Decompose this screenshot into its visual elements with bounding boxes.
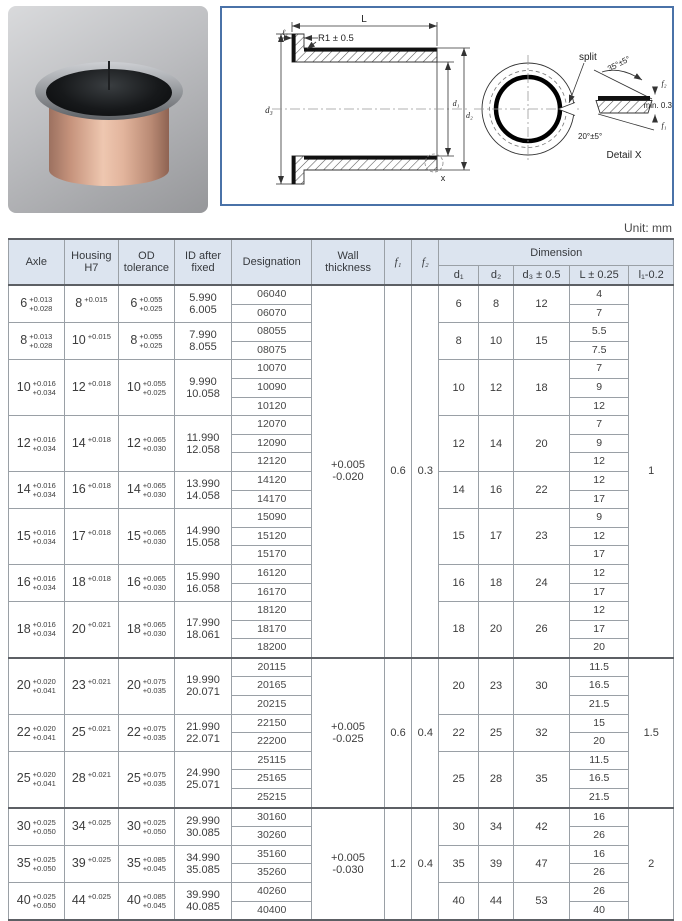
cell-d3: 23 bbox=[514, 509, 570, 565]
angle-bottom-label: 20°±5° bbox=[578, 132, 603, 141]
cell-axle: 20 +0.020 +0.041 bbox=[9, 658, 65, 714]
cell-od-tolerance: 20 +0.075 +0.035 bbox=[119, 658, 175, 714]
cell-designation: 12070 bbox=[232, 416, 312, 435]
cell-od-tolerance: 8 +0.055 +0.025 bbox=[119, 323, 175, 360]
cell-housing: 23 +0.021 bbox=[64, 658, 119, 714]
detail-x-view bbox=[578, 54, 672, 161]
cell-designation: 15090 bbox=[232, 509, 312, 528]
cell-housing: 14 +0.018 bbox=[64, 416, 119, 472]
cell-d2: 34 bbox=[478, 808, 513, 846]
cell-housing: 39 +0.025 bbox=[64, 845, 119, 882]
cell-L: 21.5 bbox=[569, 696, 629, 715]
cell-designation: 25115 bbox=[232, 751, 312, 770]
cell-L: 12 bbox=[569, 527, 629, 546]
cell-d3: 24 bbox=[514, 564, 570, 601]
product-photo bbox=[8, 6, 208, 213]
cell-L: 12 bbox=[569, 453, 629, 472]
dim-label-d3: d₃ bbox=[265, 105, 273, 115]
cell-id-after-fixed: 11.990 12.058 bbox=[174, 416, 232, 472]
cell-designation: 30260 bbox=[232, 827, 312, 846]
dim-label-L: L bbox=[361, 14, 367, 25]
cell-L: 7 bbox=[569, 304, 629, 323]
cell-L: 26 bbox=[569, 827, 629, 846]
dim-label-r1: R1 ± 0.5 bbox=[318, 33, 354, 44]
cell-id-after-fixed: 24.990 25.071 bbox=[174, 751, 232, 807]
cell-d1: 25 bbox=[439, 751, 478, 807]
cell-designation: 40400 bbox=[232, 901, 312, 920]
spec-table-body bbox=[9, 285, 674, 920]
table-row bbox=[9, 658, 674, 677]
cell-housing: 16 +0.018 bbox=[64, 471, 119, 508]
cell-L: 17 bbox=[569, 583, 629, 602]
cell-housing: 20 +0.021 bbox=[64, 602, 119, 658]
cell-od-tolerance: 12 +0.065 +0.030 bbox=[119, 416, 175, 472]
cell-L: 9 bbox=[569, 434, 629, 453]
cell-designation: 18200 bbox=[232, 639, 312, 658]
cell-L: 7.5 bbox=[569, 341, 629, 360]
cell-wall-thickness: +0.005 -0.030 bbox=[312, 808, 385, 921]
cell-axle: 25 +0.020 +0.041 bbox=[9, 751, 65, 807]
cell-d2: 17 bbox=[478, 509, 513, 565]
cell-f2: 0.4 bbox=[412, 808, 439, 921]
cell-id-after-fixed: 21.990 22.071 bbox=[174, 714, 232, 751]
cell-id-after-fixed: 15.990 16.058 bbox=[174, 564, 232, 601]
cell-axle: 35 +0.025 +0.050 bbox=[9, 845, 65, 882]
cell-id-after-fixed: 19.990 20.071 bbox=[174, 658, 232, 714]
dim-label-d2: d₂ bbox=[466, 111, 473, 120]
cell-L: 9 bbox=[569, 378, 629, 397]
cell-d2: 28 bbox=[478, 751, 513, 807]
cell-L: 16 bbox=[569, 808, 629, 827]
cell-housing: 18 +0.018 bbox=[64, 564, 119, 601]
cell-designation: 25215 bbox=[232, 789, 312, 808]
header-axle: Axle bbox=[9, 239, 65, 285]
cell-axle: 16 +0.016 +0.034 bbox=[9, 564, 65, 601]
header-L: L ± 0.25 bbox=[569, 266, 629, 286]
header-housing: Housing H7 bbox=[64, 239, 119, 285]
cell-id-after-fixed: 5.990 6.005 bbox=[174, 285, 232, 323]
cell-axle: 12 +0.016 +0.034 bbox=[9, 416, 65, 472]
cell-wall-thickness: +0.005 -0.020 bbox=[312, 285, 385, 658]
cell-id-after-fixed: 34.990 35.085 bbox=[174, 845, 232, 882]
cell-d3: 22 bbox=[514, 471, 570, 508]
cell-axle: 8 +0.013 +0.028 bbox=[9, 323, 65, 360]
angle-top-label: 35°±5° bbox=[606, 54, 632, 74]
cell-designation: 12120 bbox=[232, 453, 312, 472]
cell-d1: 10 bbox=[439, 360, 478, 416]
cell-axle: 6 +0.013 +0.028 bbox=[9, 285, 65, 323]
header-wall-thickness: Wall thickness bbox=[312, 239, 385, 285]
cell-d2: 10 bbox=[478, 323, 513, 360]
cell-od-tolerance: 10 +0.055 +0.025 bbox=[119, 360, 175, 416]
cell-L: 12 bbox=[569, 564, 629, 583]
cell-L: 4 bbox=[569, 285, 629, 304]
cell-L: 16.5 bbox=[569, 677, 629, 696]
cell-d1: 14 bbox=[439, 471, 478, 508]
detail-f1-label: f₁ bbox=[661, 121, 667, 130]
cell-d3: 32 bbox=[514, 714, 570, 751]
cell-d1: 22 bbox=[439, 714, 478, 751]
cell-d3: 20 bbox=[514, 416, 570, 472]
cell-designation: 06070 bbox=[232, 304, 312, 323]
header-designation: Designation bbox=[232, 239, 312, 285]
cell-designation: 14170 bbox=[232, 490, 312, 509]
cell-d3: 35 bbox=[514, 751, 570, 807]
cell-designation: 10090 bbox=[232, 378, 312, 397]
header-f2: f₂ bbox=[412, 239, 439, 285]
table-row bbox=[9, 285, 674, 304]
cell-d2: 25 bbox=[478, 714, 513, 751]
cell-L: 5.5 bbox=[569, 323, 629, 342]
cell-housing: 28 +0.021 bbox=[64, 751, 119, 807]
dim-label-x: x bbox=[440, 173, 446, 183]
cell-d2: 14 bbox=[478, 416, 513, 472]
cell-L: 12 bbox=[569, 397, 629, 416]
cell-d2: 8 bbox=[478, 285, 513, 323]
cell-id-after-fixed: 17.990 18.061 bbox=[174, 602, 232, 658]
cell-designation: 20115 bbox=[232, 658, 312, 677]
cell-axle: 10 +0.016 +0.034 bbox=[9, 360, 65, 416]
cell-l1: 2 bbox=[629, 808, 674, 921]
cell-id-after-fixed: 39.990 40.085 bbox=[174, 883, 232, 921]
cell-L: 26 bbox=[569, 883, 629, 902]
cell-d1: 30 bbox=[439, 808, 478, 846]
cell-od-tolerance: 18 +0.065 +0.030 bbox=[119, 602, 175, 658]
cell-L: 21.5 bbox=[569, 789, 629, 808]
cell-housing: 8 +0.015 bbox=[64, 285, 119, 323]
cell-axle: 15 +0.016 +0.034 bbox=[9, 509, 65, 565]
cell-f1: 0.6 bbox=[384, 285, 411, 658]
spec-table bbox=[8, 238, 674, 921]
cell-d3: 42 bbox=[514, 808, 570, 846]
cell-od-tolerance: 22 +0.075 +0.035 bbox=[119, 714, 175, 751]
cell-d2: 18 bbox=[478, 564, 513, 601]
cell-d1: 18 bbox=[439, 602, 478, 658]
cell-od-tolerance: 40 +0.085 +0.045 bbox=[119, 883, 175, 921]
cross-section-view bbox=[265, 14, 473, 184]
cell-d2: 16 bbox=[478, 471, 513, 508]
cell-designation: 08055 bbox=[232, 323, 312, 342]
dim-label-l1: ℓ₁ bbox=[281, 28, 289, 37]
cell-L: 26 bbox=[569, 864, 629, 883]
cell-d2: 20 bbox=[478, 602, 513, 658]
cell-designation: 16120 bbox=[232, 564, 312, 583]
cell-od-tolerance: 35 +0.085 +0.045 bbox=[119, 845, 175, 882]
header-d2: d₂ bbox=[478, 266, 513, 286]
cell-axle: 18 +0.016 +0.034 bbox=[9, 602, 65, 658]
cell-d1: 8 bbox=[439, 323, 478, 360]
cell-d1: 12 bbox=[439, 416, 478, 472]
cell-designation: 35160 bbox=[232, 845, 312, 864]
min-label: min. 0.3 bbox=[643, 101, 672, 110]
header-d3: d₃ ± 0.5 bbox=[514, 266, 570, 286]
detail-f2-label: f₂ bbox=[661, 79, 667, 88]
cell-L: 16 bbox=[569, 845, 629, 864]
cell-id-after-fixed: 14.990 15.058 bbox=[174, 509, 232, 565]
cell-housing: 17 +0.018 bbox=[64, 509, 119, 565]
cell-od-tolerance: 15 +0.065 +0.030 bbox=[119, 509, 175, 565]
cell-l1: 1 bbox=[629, 285, 674, 658]
cell-d3: 30 bbox=[514, 658, 570, 714]
header-f1: f₁ bbox=[384, 239, 411, 285]
cell-designation: 15170 bbox=[232, 546, 312, 565]
detail-x-caption: Detail X bbox=[606, 150, 642, 161]
header-id-after-fixed: ID after fixed bbox=[174, 239, 232, 285]
cell-L: 7 bbox=[569, 416, 629, 435]
cell-designation: 06040 bbox=[232, 285, 312, 304]
cell-d2: 23 bbox=[478, 658, 513, 714]
top-section bbox=[8, 6, 674, 213]
cell-axle: 22 +0.020 +0.041 bbox=[9, 714, 65, 751]
cell-L: 9 bbox=[569, 509, 629, 528]
cell-axle: 40 +0.025 +0.050 bbox=[9, 883, 65, 921]
cell-d1: 20 bbox=[439, 658, 478, 714]
cell-designation: 15120 bbox=[232, 527, 312, 546]
bushing-split bbox=[108, 61, 110, 90]
header-d1: d₁ bbox=[439, 266, 478, 286]
cell-L: 17 bbox=[569, 490, 629, 509]
dim-label-d1: d₁ bbox=[452, 99, 460, 108]
technical-drawing bbox=[220, 6, 674, 206]
cell-d3: 18 bbox=[514, 360, 570, 416]
cell-L: 16.5 bbox=[569, 770, 629, 789]
cell-f1: 1.2 bbox=[384, 808, 411, 921]
cell-L: 7 bbox=[569, 360, 629, 379]
cell-designation: 25165 bbox=[232, 770, 312, 789]
header-dimension: Dimension bbox=[439, 239, 674, 266]
cell-designation: 18170 bbox=[232, 620, 312, 639]
cell-designation: 40260 bbox=[232, 883, 312, 902]
cell-f2: 0.3 bbox=[412, 285, 439, 658]
cell-d2: 39 bbox=[478, 845, 513, 882]
cell-designation: 16170 bbox=[232, 583, 312, 602]
cell-L: 12 bbox=[569, 602, 629, 621]
unit-note: Unit: mm bbox=[624, 221, 672, 235]
cell-od-tolerance: 14 +0.065 +0.030 bbox=[119, 471, 175, 508]
cell-L: 11.5 bbox=[569, 751, 629, 770]
cell-id-after-fixed: 13.990 14.058 bbox=[174, 471, 232, 508]
cell-L: 17 bbox=[569, 620, 629, 639]
cell-d1: 35 bbox=[439, 845, 478, 882]
header-od-tolerance: OD tolerance bbox=[119, 239, 175, 285]
header-l1: l₁-0.2 bbox=[629, 266, 674, 286]
cell-d1: 16 bbox=[439, 564, 478, 601]
cell-housing: 44 +0.025 bbox=[64, 883, 119, 921]
cell-L: 15 bbox=[569, 714, 629, 733]
cell-axle: 30 +0.025 +0.050 bbox=[9, 808, 65, 846]
cell-d3: 53 bbox=[514, 883, 570, 921]
cell-od-tolerance: 16 +0.065 +0.030 bbox=[119, 564, 175, 601]
cell-designation: 12090 bbox=[232, 434, 312, 453]
cell-id-after-fixed: 29.990 30.085 bbox=[174, 808, 232, 846]
cell-od-tolerance: 25 +0.075 +0.035 bbox=[119, 751, 175, 807]
drawing-svg bbox=[222, 8, 672, 200]
cell-designation: 14120 bbox=[232, 471, 312, 490]
cell-housing: 25 +0.021 bbox=[64, 714, 119, 751]
cell-d3: 12 bbox=[514, 285, 570, 323]
cell-f1: 0.6 bbox=[384, 658, 411, 808]
table-row bbox=[9, 808, 674, 827]
cell-designation: 20215 bbox=[232, 696, 312, 715]
cell-designation: 08075 bbox=[232, 341, 312, 360]
cell-designation: 10070 bbox=[232, 360, 312, 379]
cell-wall-thickness: +0.005 -0.025 bbox=[312, 658, 385, 808]
cell-housing: 12 +0.018 bbox=[64, 360, 119, 416]
cell-L: 40 bbox=[569, 901, 629, 920]
cell-designation: 22200 bbox=[232, 733, 312, 752]
cell-od-tolerance: 30 +0.025 +0.050 bbox=[119, 808, 175, 846]
cell-d3: 47 bbox=[514, 845, 570, 882]
cell-d1: 15 bbox=[439, 509, 478, 565]
cell-designation: 10120 bbox=[232, 397, 312, 416]
split-label: split bbox=[579, 52, 597, 63]
cell-id-after-fixed: 9.990 10.058 bbox=[174, 360, 232, 416]
cell-L: 17 bbox=[569, 546, 629, 565]
cell-housing: 34 +0.025 bbox=[64, 808, 119, 846]
cell-od-tolerance: 6 +0.055 +0.025 bbox=[119, 285, 175, 323]
cell-d2: 12 bbox=[478, 360, 513, 416]
spec-table-header bbox=[9, 239, 674, 285]
cell-L: 20 bbox=[569, 733, 629, 752]
cell-d2: 44 bbox=[478, 883, 513, 921]
cell-d3: 15 bbox=[514, 323, 570, 360]
cell-axle: 14 +0.016 +0.034 bbox=[9, 471, 65, 508]
cell-id-after-fixed: 7.990 8.055 bbox=[174, 323, 232, 360]
front-view bbox=[474, 52, 597, 163]
cell-f2: 0.4 bbox=[412, 658, 439, 808]
cell-d1: 40 bbox=[439, 883, 478, 921]
cell-housing: 10 +0.015 bbox=[64, 323, 119, 360]
cell-L: 12 bbox=[569, 471, 629, 490]
cell-L: 11.5 bbox=[569, 658, 629, 677]
cell-l1: 1.5 bbox=[629, 658, 674, 808]
cell-d3: 26 bbox=[514, 602, 570, 658]
cell-designation: 35260 bbox=[232, 864, 312, 883]
cell-L: 20 bbox=[569, 639, 629, 658]
cell-d1: 6 bbox=[439, 285, 478, 323]
cell-designation: 20165 bbox=[232, 677, 312, 696]
cell-designation: 18120 bbox=[232, 602, 312, 621]
cell-designation: 30160 bbox=[232, 808, 312, 827]
cell-designation: 22150 bbox=[232, 714, 312, 733]
